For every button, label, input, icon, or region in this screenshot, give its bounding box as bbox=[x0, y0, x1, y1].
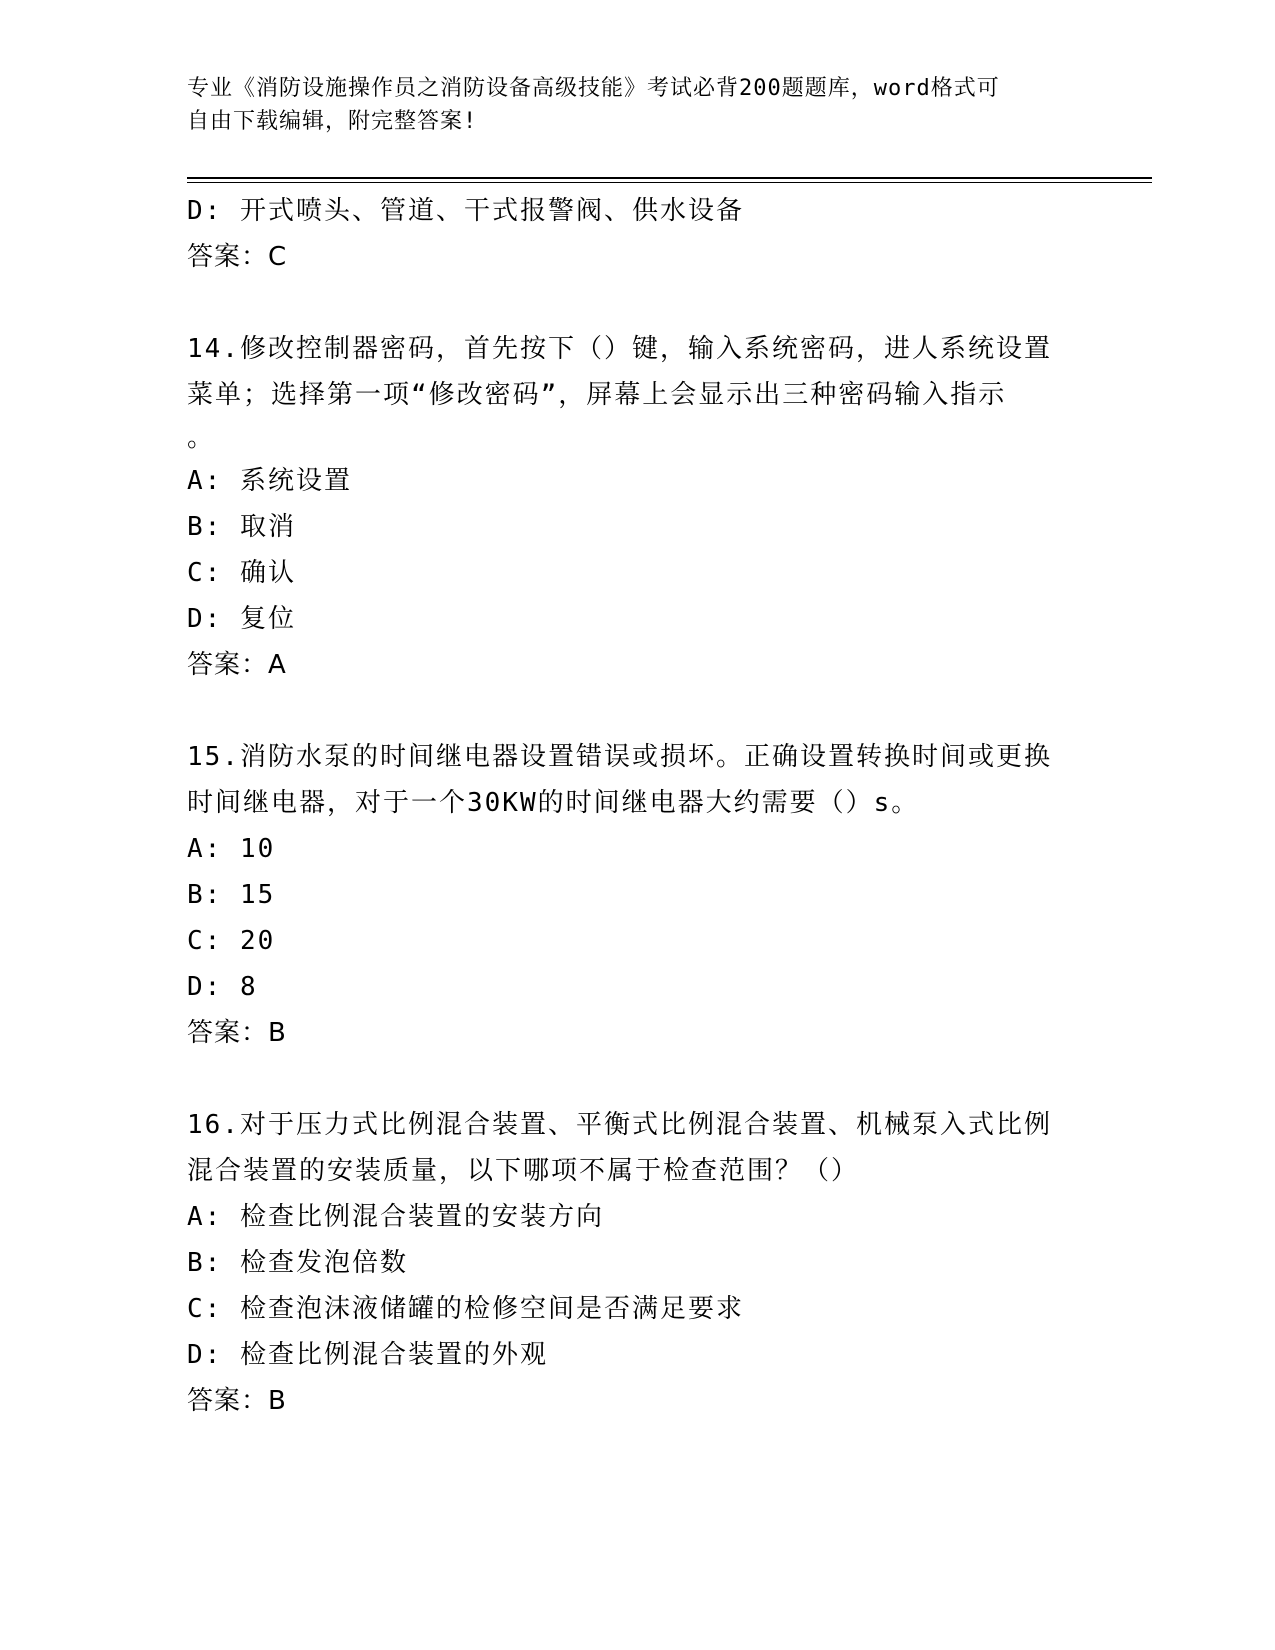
spacer bbox=[187, 280, 1087, 326]
question-text-line-1: 16.对于压力式比例混合装置、平衡式比例混合装置、机械泵入式比例 bbox=[187, 1110, 1052, 1140]
option-b: B: 检查发泡倍数 bbox=[187, 1248, 408, 1278]
option-d: D: 8 bbox=[187, 972, 258, 1002]
question-text-line-3: 。 bbox=[187, 423, 216, 453]
answer-line: 答案：B bbox=[187, 1018, 287, 1048]
header-line-1: 专业《消防设施操作员之消防设备高级技能》考试必背200题题库，word格式可 bbox=[187, 76, 1000, 101]
option-b: B: 取消 bbox=[187, 512, 296, 542]
question-16 bbox=[187, 1102, 1087, 1424]
option-a: A: 检查比例混合装置的安装方向 bbox=[187, 1202, 604, 1232]
question-text-line-2: 混合装置的安装质量，以下哪项不属于检查范围？（） bbox=[187, 1156, 860, 1186]
document-header bbox=[187, 72, 1067, 138]
question-13-tail bbox=[187, 188, 1087, 280]
question-text-line-2: 菜单；选择第一项“修改密码”，屏幕上会显示出三种密码输入指示 bbox=[187, 380, 1007, 410]
question-text-line-1: 15.消防水泵的时间继电器设置错误或损坏。正确设置转换时间或更换 bbox=[187, 742, 1052, 772]
answer-line: 答案：B bbox=[187, 1386, 287, 1416]
question-15 bbox=[187, 734, 1087, 1056]
option-b: B: 15 bbox=[187, 880, 276, 910]
option-c: C: 确认 bbox=[187, 558, 296, 588]
option-c: C: 检查泡沫液储罐的检修空间是否满足要求 bbox=[187, 1294, 744, 1324]
spacer bbox=[187, 688, 1087, 734]
question-text-line-1: 14.修改控制器密码，首先按下（）键，输入系统密码，进人系统设置 bbox=[187, 334, 1052, 364]
option-d: D: 检查比例混合装置的外观 bbox=[187, 1340, 548, 1370]
spacer bbox=[187, 1056, 1087, 1102]
option-d: D: 开式喷头、管道、干式报警阀、供水设备 bbox=[187, 196, 744, 226]
option-a: A: 系统设置 bbox=[187, 466, 352, 496]
header-line-2: 自由下载编辑，附完整答案! bbox=[187, 109, 478, 134]
option-c: C: 20 bbox=[187, 926, 276, 956]
question-text-line-2: 时间继电器，对于一个30KW的时间继电器大约需要（）s。 bbox=[187, 788, 920, 818]
document-body bbox=[187, 188, 1087, 1424]
answer-line: 答案：A bbox=[187, 650, 287, 680]
header-rule-thick bbox=[187, 177, 1152, 179]
header-rule-thin bbox=[187, 182, 1152, 183]
option-d: D: 复位 bbox=[187, 604, 296, 634]
answer-line: 答案：C bbox=[187, 242, 288, 272]
question-14 bbox=[187, 326, 1087, 688]
option-a: A: 10 bbox=[187, 834, 276, 864]
